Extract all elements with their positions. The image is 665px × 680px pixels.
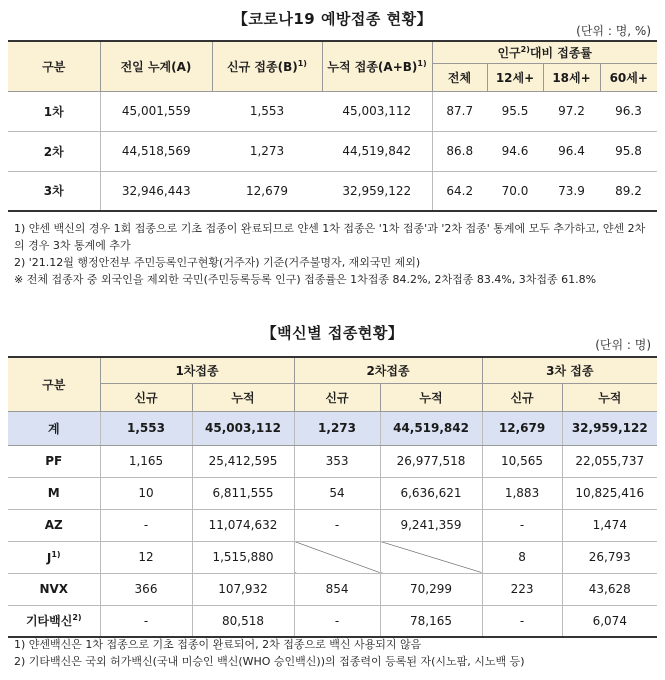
table1-title: 【코로나19 예방접종 현황】 [232,10,433,28]
header-cumulative: 누적 접종$(A+B)^{1)}$ [322,41,432,91]
table-row: AZ - 11,074,632 - 9,241,359 - 1,474 [8,509,657,541]
header-dose2: 2차접종 [294,357,482,383]
table-row: 1차 45,001,559 1,553 45,003,112 87.7 95.5 97.2 96.3 [8,91,657,131]
note-3: ※ 전체 접종자 중 외국인을 제외한 국민(주민등록등록 인구) 접종률은 1차접종 84.2%, 2차접종 83.4%, 3차접종 61.8% [14,273,597,286]
header-rate-all: 전체 [432,63,487,91]
header-dose3: 3차 접종 [482,357,657,383]
table-row: 기타백신$^{2)}$ - 80,518 - 78,165 - 6,074 [8,605,657,637]
header-rate-group: 인구$^{2)}$대비 접종률 [432,41,657,63]
header-rate-60: 60세+ [600,63,657,91]
note-2: 2) '21.12월 행정안전부 주민등록인구현황(거주자) 기준(거주불명자, 재외국민 제외) [14,256,421,269]
table-row: NVX 366 107,932 854 70,299 223 43,628 [8,573,657,605]
header-category: 구분 [8,357,100,411]
note-2: 2) 기타백신은 국외 허가백신(국내 미승인 백신(WHO 승인백신))의 접종력이 등록된 자(시노팜, 시노백 등) [14,655,525,668]
table-row: PF 1,165 25,412,595 353 26,977,518 10,565 22,055,737 [8,445,657,477]
table-row: M 10 6,811,555 54 6,636,621 1,883 10,825,416 [8,477,657,509]
table-row: 3차 32,946,443 12,679 32,959,122 64.2 70.0 73.9 89.2 [8,171,657,211]
header-new: 신규 접종$(B)^{1)}$ [212,41,322,91]
vaccine-type-table [8,356,657,638]
header-rate-18: 18세+ [543,63,600,91]
table2-unit: (단위 : 명) [595,338,651,352]
table2-title: 【백신별 접종현황】 [261,324,404,342]
header-category: 구분 [8,41,100,91]
header-dose1: 1차접종 [100,357,294,383]
table-row: $J^{1)}$ 12 1,515,880 8 26,793 [8,541,657,573]
table2-notes [14,636,654,670]
header-prev-total: 전일 누계(A) [100,41,212,91]
table-row-total: 계 1,553 45,003,112 1,273 44,519,842 12,679 32,959,122 [8,411,657,445]
table1-notes [14,220,654,288]
header-dose2-new: 신규 [294,383,380,411]
diagonal-cell [294,541,380,573]
header-dose1-new: 신규 [100,383,192,411]
table1-unit: (단위 : 명, %) [576,24,651,38]
header-dose2-cum: 누적 [380,383,482,411]
vaccination-status-table [8,40,657,212]
diagonal-cell [380,541,482,573]
note-1: 1) 얀센백신은 1차 접종으로 기초 접종이 완료되어, 2차 접종으로 백신 사용되지 않음 [14,638,422,651]
header-dose1-cum: 누적 [192,383,294,411]
table-row: 2차 44,518,569 1,273 44,519,842 86.8 94.6 96.4 95.8 [8,131,657,171]
header-dose3-cum: 누적 [562,383,657,411]
header-dose3-new: 신규 [482,383,562,411]
note-1: 1) 얀센 백신의 경우 1회 접종으로 기초 접종이 완료되므로 얀센 1차 접종은 '1차 접종'과 '2차 접종' 통계에 모두 추가하고, 얀센 2차의 경우 3차 통계에 추가 [14,222,646,252]
header-rate-12: 12세+ [487,63,543,91]
